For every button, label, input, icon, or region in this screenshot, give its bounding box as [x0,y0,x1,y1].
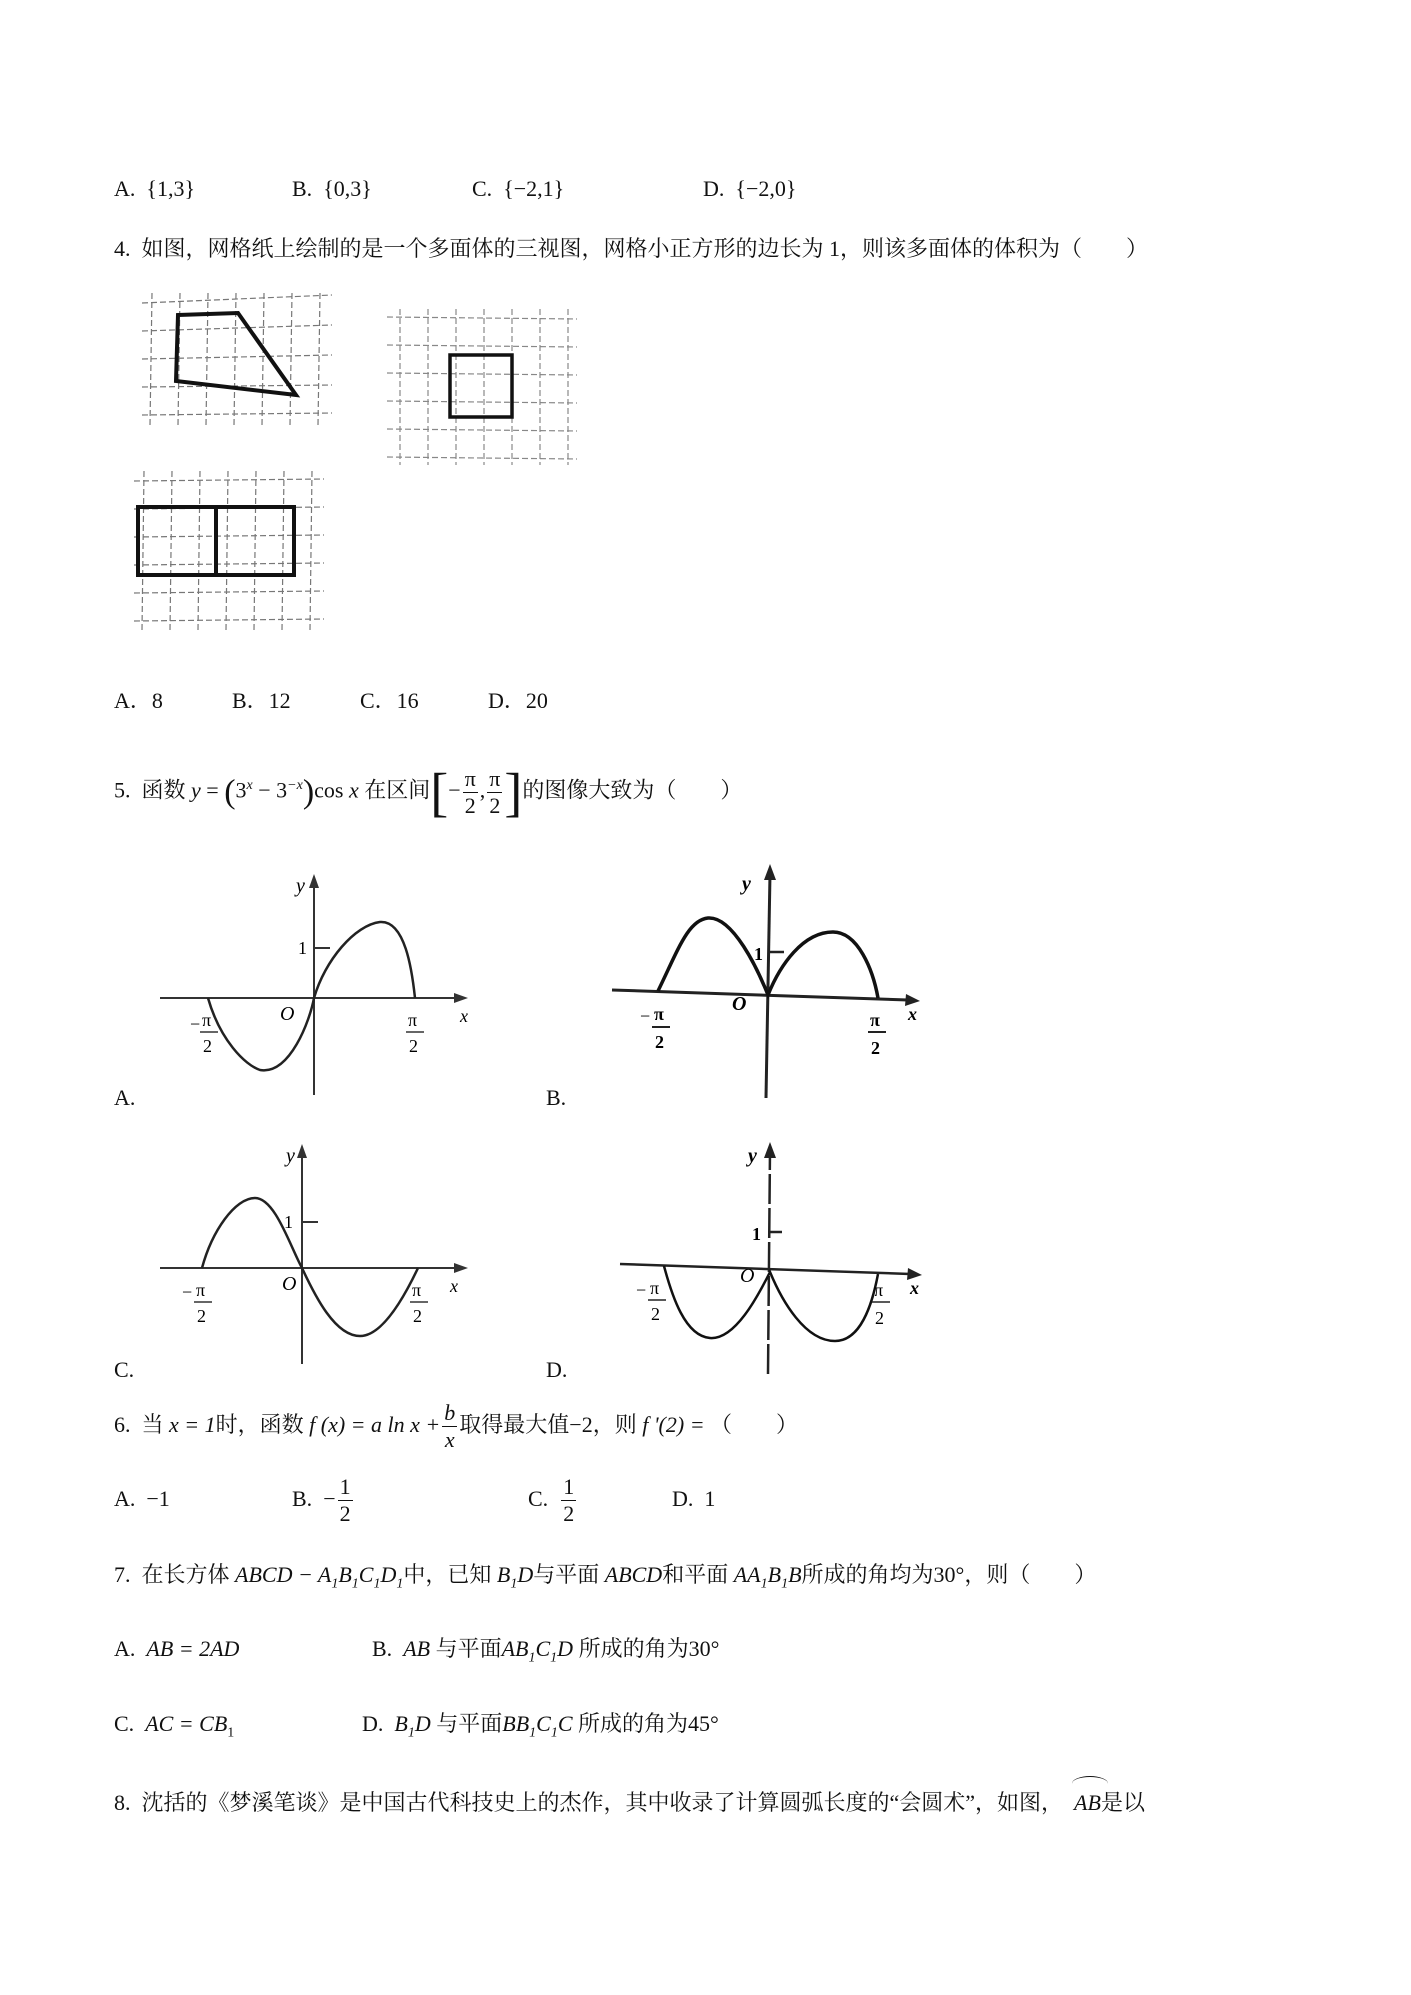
svg-text:1: 1 [752,1224,761,1244]
svg-text:O: O [732,993,747,1015]
svg-text:2: 2 [197,1306,206,1326]
q7-option-a: A. AB = 2AD [114,1636,240,1661]
svg-text:x: x [450,1276,458,1296]
q3-option-c: C. {−2,1} [472,176,565,201]
q5-option-a-label: A. [114,1085,136,1110]
svg-text:2: 2 [655,1032,664,1052]
q3-option-d: D. {−2,0} [703,176,797,201]
svg-text:π: π [196,1280,206,1300]
side-view-grid [387,309,577,465]
svg-text:2: 2 [203,1036,212,1056]
origin-label: O [280,1003,295,1025]
svg-text:y: y [748,1145,757,1167]
q7-option-c: C. AC = $CB_1$ [114,1711,235,1741]
svg-text:π: π [654,1004,664,1024]
three-view-figure [132,285,602,645]
svg-text:π: π [650,1278,660,1298]
q4-option-a: A．8 [114,688,163,713]
svg-text:−: − [636,1280,647,1300]
svg-text:O: O [282,1273,297,1295]
side-view-outline [450,355,512,417]
q7-option-b: B. AB 与平面$AB_1C_1D$ 所成的角为30° [372,1636,720,1666]
svg-text:−: − [640,1006,651,1026]
q5-option-b-label: B. [546,1085,567,1110]
svg-text:π: π [874,1280,884,1300]
q6-option-a: A. −1 [114,1486,170,1511]
svg-text:x: x [908,1004,917,1024]
svg-text:1: 1 [754,944,763,964]
axis-x-label: x [460,1006,468,1026]
q7-stem: 7. 在长方体 ABCD − $A_1B_1C_1D_1$中，已知 $B_1D$与平面 ABCD和平面 $AA_1B_1B$所成的角均为30°，则（ ） [114,1562,1097,1592]
svg-text:2: 2 [409,1036,418,1056]
q6-option-b: B. − $\frac{1}{2}$ [292,1474,351,1527]
q5-option-d-label: D. [546,1357,568,1382]
q3-option-b: B. {0,3} [292,176,372,201]
q4-option-d: D．20 [488,688,548,713]
svg-text:O: O [740,1265,755,1287]
q3-option-a: A. {1,3} [114,176,196,201]
svg-text:1: 1 [284,1212,293,1232]
q6-stem: 6. 当 x = 1时，函数 f (x) = a ln x + $\frac{b}{x}$ 取得最大值−2，则 f '(2) = （ ） [114,1400,799,1453]
graph-c [150,1136,480,1366]
q5-option-c-label: C. [114,1357,135,1382]
svg-text:y: y [742,873,751,895]
svg-text:2: 2 [651,1304,660,1324]
svg-text:π: π [870,1010,880,1030]
arc-ab: AB [1074,1788,1101,1818]
q4-stem: 4. 如图，网格纸上绘制的是一个多面体的三视图，网格小正方形的边长为 1，则该多面体的体积为（ ） [114,236,1149,261]
q4-option-b: B．12 [232,688,291,713]
graph-d [610,1136,930,1376]
graph-b [608,860,928,1100]
svg-text:π: π [408,1010,418,1030]
graph-a [150,870,480,1100]
svg-text:2: 2 [413,1306,422,1326]
svg-text:−: − [190,1014,201,1034]
svg-text:y: y [286,1145,295,1167]
svg-text:−: − [182,1282,193,1302]
svg-text:2: 2 [875,1308,884,1328]
tick-one: 1 [298,938,307,958]
q7-option-d: D. $B_1D$ 与平面$BB_1C_1C$ 所成的角为45° [362,1711,719,1741]
q6-option-d: D. 1 [672,1486,716,1511]
axis-y-label: y [296,875,305,897]
q5-stem: 5. 函数 $y = (3^x - 3^{-x})\cos$ x 在区间[− $\frac{\pi}{2}$ , $\frac{\pi}{2}$ ]的图像大致为（ ） [114,762,743,823]
svg-text:x: x [910,1278,919,1298]
q6-option-c: C. $\frac{1}{2}$ [528,1474,575,1527]
q4-option-c: C．16 [360,688,419,713]
svg-text:2: 2 [871,1038,880,1058]
svg-text:π: π [412,1280,422,1300]
q8-stem: 8. 沈括的《梦溪笔谈》是中国古代科技史上的杰作，其中收录了计算圆弧长度的“会圆术”，如图， AB是以 [114,1788,1145,1818]
svg-text:π: π [202,1010,212,1030]
